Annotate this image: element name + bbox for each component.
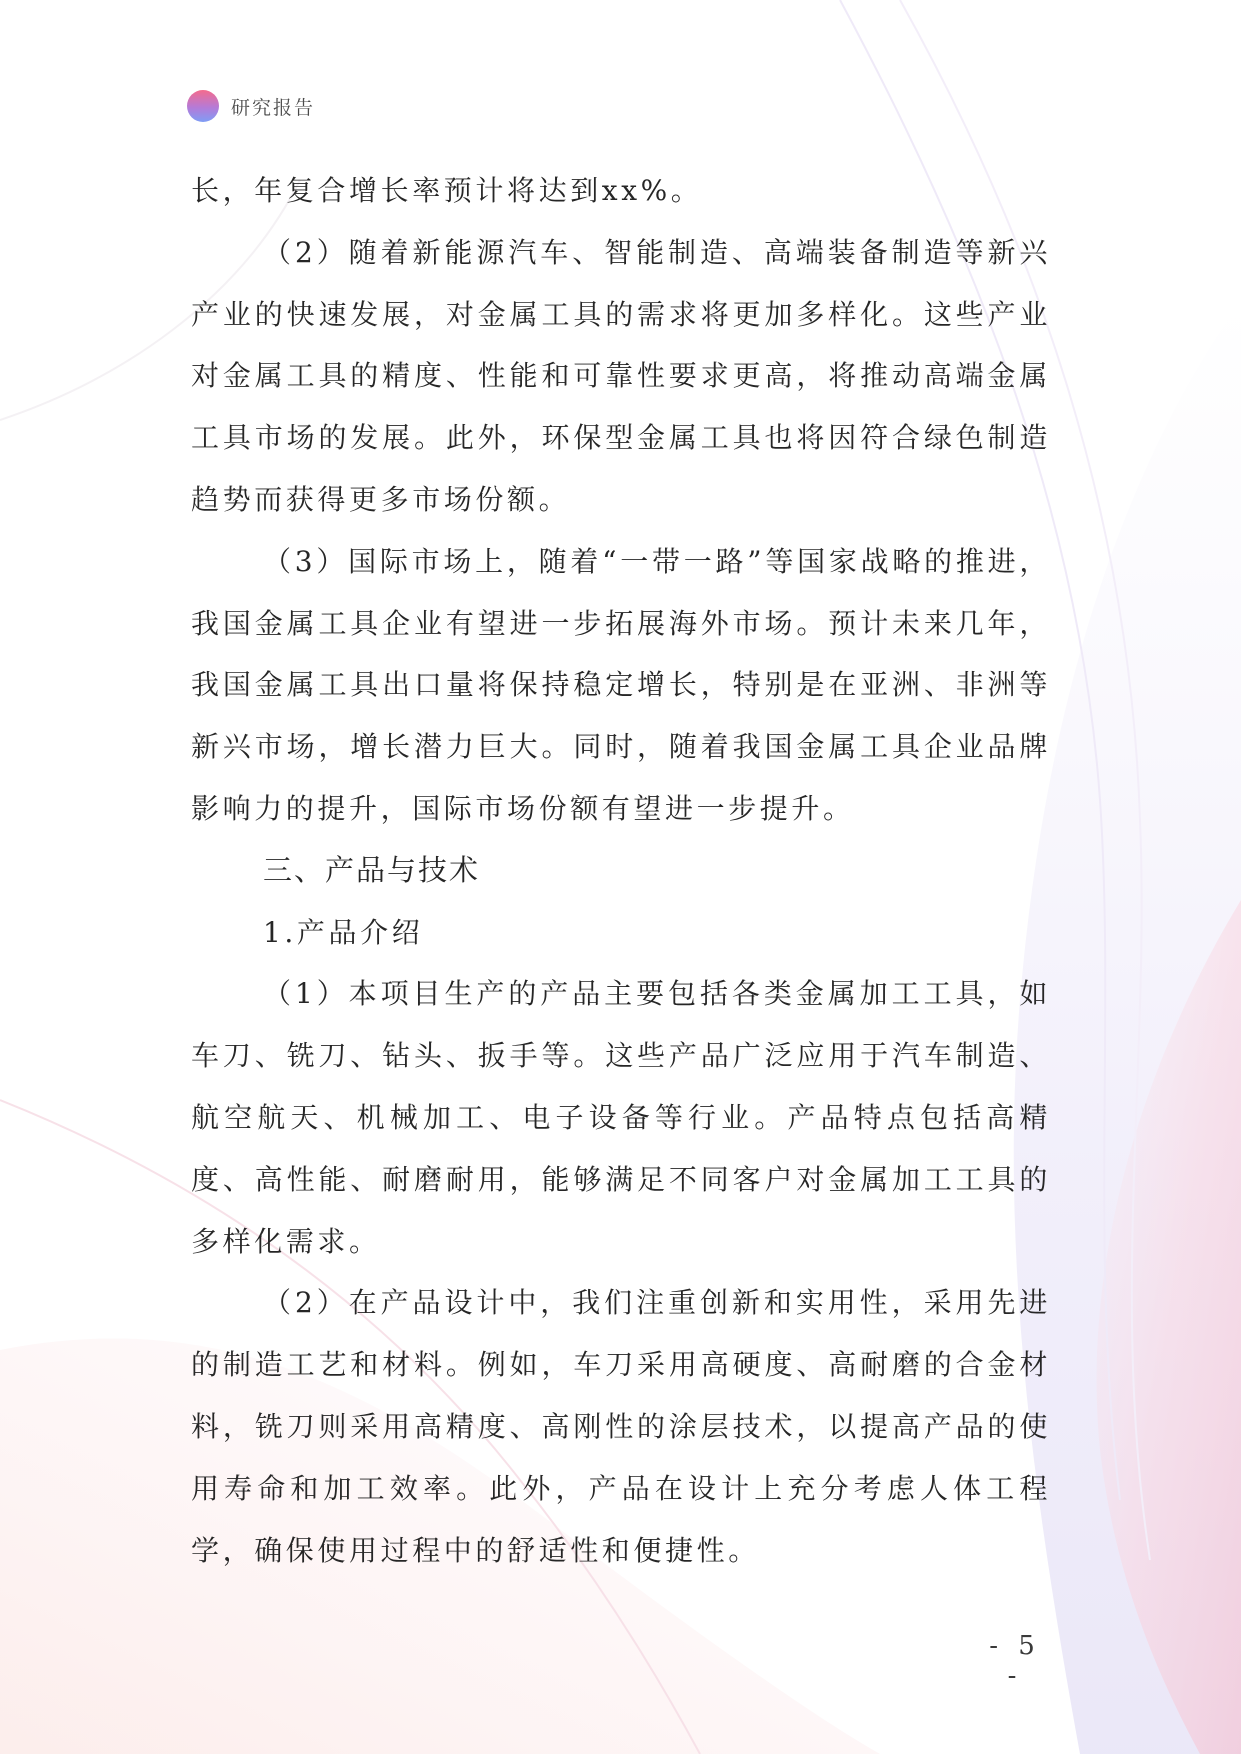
paragraph-continuation: 长，年复合增长率预计将达到xx%。 bbox=[191, 174, 703, 207]
section-heading: 三、产品与技术 bbox=[263, 852, 481, 887]
page-header bbox=[187, 89, 315, 123]
paragraph: （2）随着新能源汽车、智能制造、高端装备制造等新兴产业的快速发展，对金属工具的需求将更加多样化。这些产业对金属工具的精度、性能和可靠性要求更高，将推动高端金属工具市场的发展。此外，环保型金属工具也将因符合绿色制造趋势而获得更多市场份额。 bbox=[191, 235, 1051, 516]
paragraph: （1）本项目生产的产品主要包括各类金属加工工具，如车刀、铣刀、钻头、扳手等。这些产品广泛应用于汽车制造、航空航天、机械加工、电子设备等行业。产品特点包括高精度、高性能、耐磨耐用，能够满足不同客户对金属加工工具的多样化需求。 bbox=[191, 977, 1051, 1258]
page-number: - 5 - bbox=[989, 1631, 1041, 1691]
body-content bbox=[191, 160, 1051, 1581]
header-label: 研究报告 bbox=[231, 96, 316, 119]
subsection-heading: 1.产品介绍 bbox=[263, 915, 424, 949]
paragraph: （3）国际市场上，随着“一带一路”等国家战略的推进，我国金属工具企业有望进一步拓展海外市场。预计未来几年，我国金属工具出口量将保持稳定增长，特别是在亚洲、非洲等新兴市场，增长潜力巨大。同时，随着我国金属工具企业品牌影响力的提升，国际市场份额有望进一步提升。 bbox=[191, 544, 1051, 825]
paragraph: （2）在产品设计中，我们注重创新和实用性，采用先进的制造工艺和材料。例如，车刀采用高硬度、高耐磨的合金材料，铣刀则采用高精度、高刚性的涂层技术，以提高产品的使用寿命和加工效率。此外，产品在设计上充分考虑人体工程学，确保使用过程中的舒适性和便捷性。 bbox=[191, 1286, 1051, 1567]
report-logo-icon bbox=[187, 90, 219, 122]
